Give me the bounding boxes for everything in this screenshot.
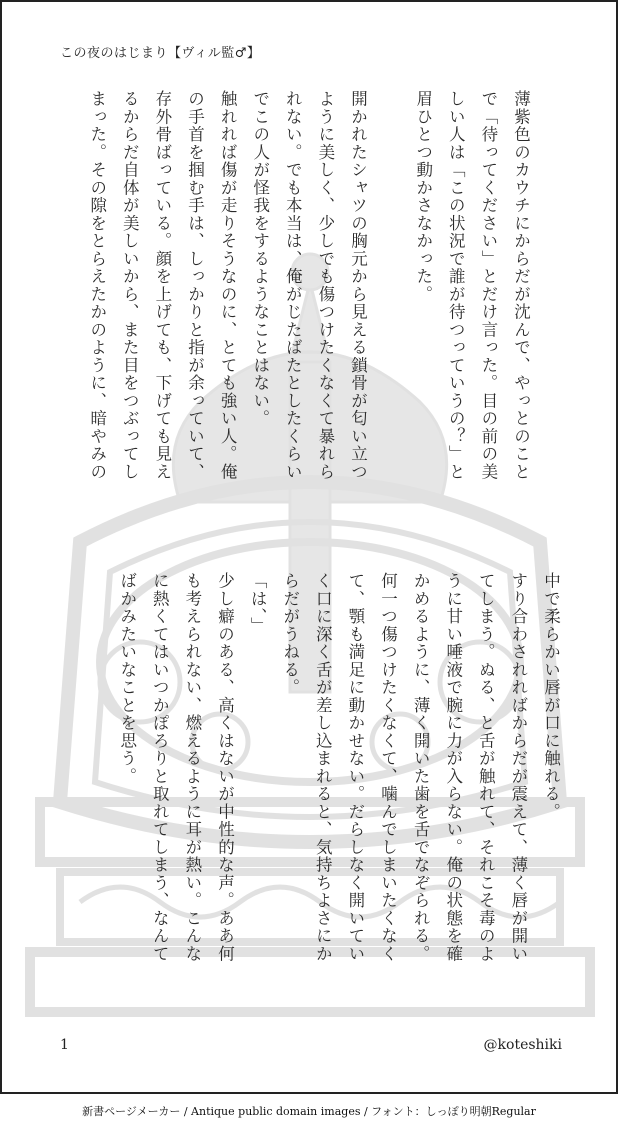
text-column: で「待ってください」とだけ言った。目の前の美 xyxy=(478,90,498,481)
text-column: の手首を掴む手は、しっかりと指が余っていて、 xyxy=(185,90,205,481)
text-column: まった。その隙をとらえたかのように、暗やみの xyxy=(87,90,107,481)
text-column: 触れれば傷が走りそうなのに、とても強い人。俺 xyxy=(218,90,238,481)
text-column: も考えられない、燃えるように耳が熱い。こんな xyxy=(182,572,202,963)
text-column: うに甘い唾液で腕に力が入らない。俺の状態を確 xyxy=(443,572,463,963)
text-column: に熱くてはいつかぽろりと取れてしまう、なんて xyxy=(150,572,170,963)
text-column: 「は、」 xyxy=(248,572,268,635)
text-column: 中で柔らかい唇が口に触れる。 xyxy=(541,572,561,821)
text-column: 眉ひとつ動かさなかった。 xyxy=(413,90,433,303)
text-column: らだがうねる。 xyxy=(280,572,300,697)
text-column: るからだ自体が美しいから、また目をつぶってし xyxy=(120,90,140,481)
text-column: て、顎も満足に動かせない。だらしなく開いてい xyxy=(345,572,365,963)
text-column: 存外骨ばっている。顔を上げても、下げても見え xyxy=(152,90,172,481)
text-column: れない。でも本当は、俺がじたばたとしたくらい xyxy=(283,90,303,481)
author-handle: @koteshiki xyxy=(483,1037,562,1053)
text-column: しい人は「この状況で誰が待つっていうの？」と xyxy=(446,90,466,481)
text-column: 少し癖のある、高くはないが中性的な声。ああ何 xyxy=(215,572,235,963)
text-column: 開かれたシャツの胸元から見える鎖骨が匂い立つ xyxy=(348,90,368,481)
page-number: 1 xyxy=(60,1037,69,1053)
text-column: 何一つ傷つけたくなくて、噛んでしまいたくなく xyxy=(378,572,398,963)
text-column: ばかみたいなことを思う。 xyxy=(117,572,137,785)
text-column: く口に深く舌が差し込まれると、気持ちよさにか xyxy=(313,572,333,963)
text-column: てしまう。ぬる、と舌が触れて、それこそ毒のよ xyxy=(476,572,496,963)
page-title: この夜のはじまり【ヴィル監♂】 xyxy=(60,46,261,61)
credit-line: 新書ページメーカー / Antique public domain images / フォント：しっぽり明朝Regular xyxy=(82,1105,536,1118)
text-column: 薄紫色のカウチにからだが沈んで、やっとのこと xyxy=(511,90,531,481)
text-column: ように美しく、少しでも傷つけたくなくて暴れら xyxy=(315,90,335,481)
text-column: かめるように、薄く開いた歯を舌でなぞられる。 xyxy=(411,572,431,963)
text-column: すり合わされればからだが震えて、薄く唇が開い xyxy=(508,572,528,963)
text-column: でこの人が怪我をするようなことはない。 xyxy=(250,90,270,428)
